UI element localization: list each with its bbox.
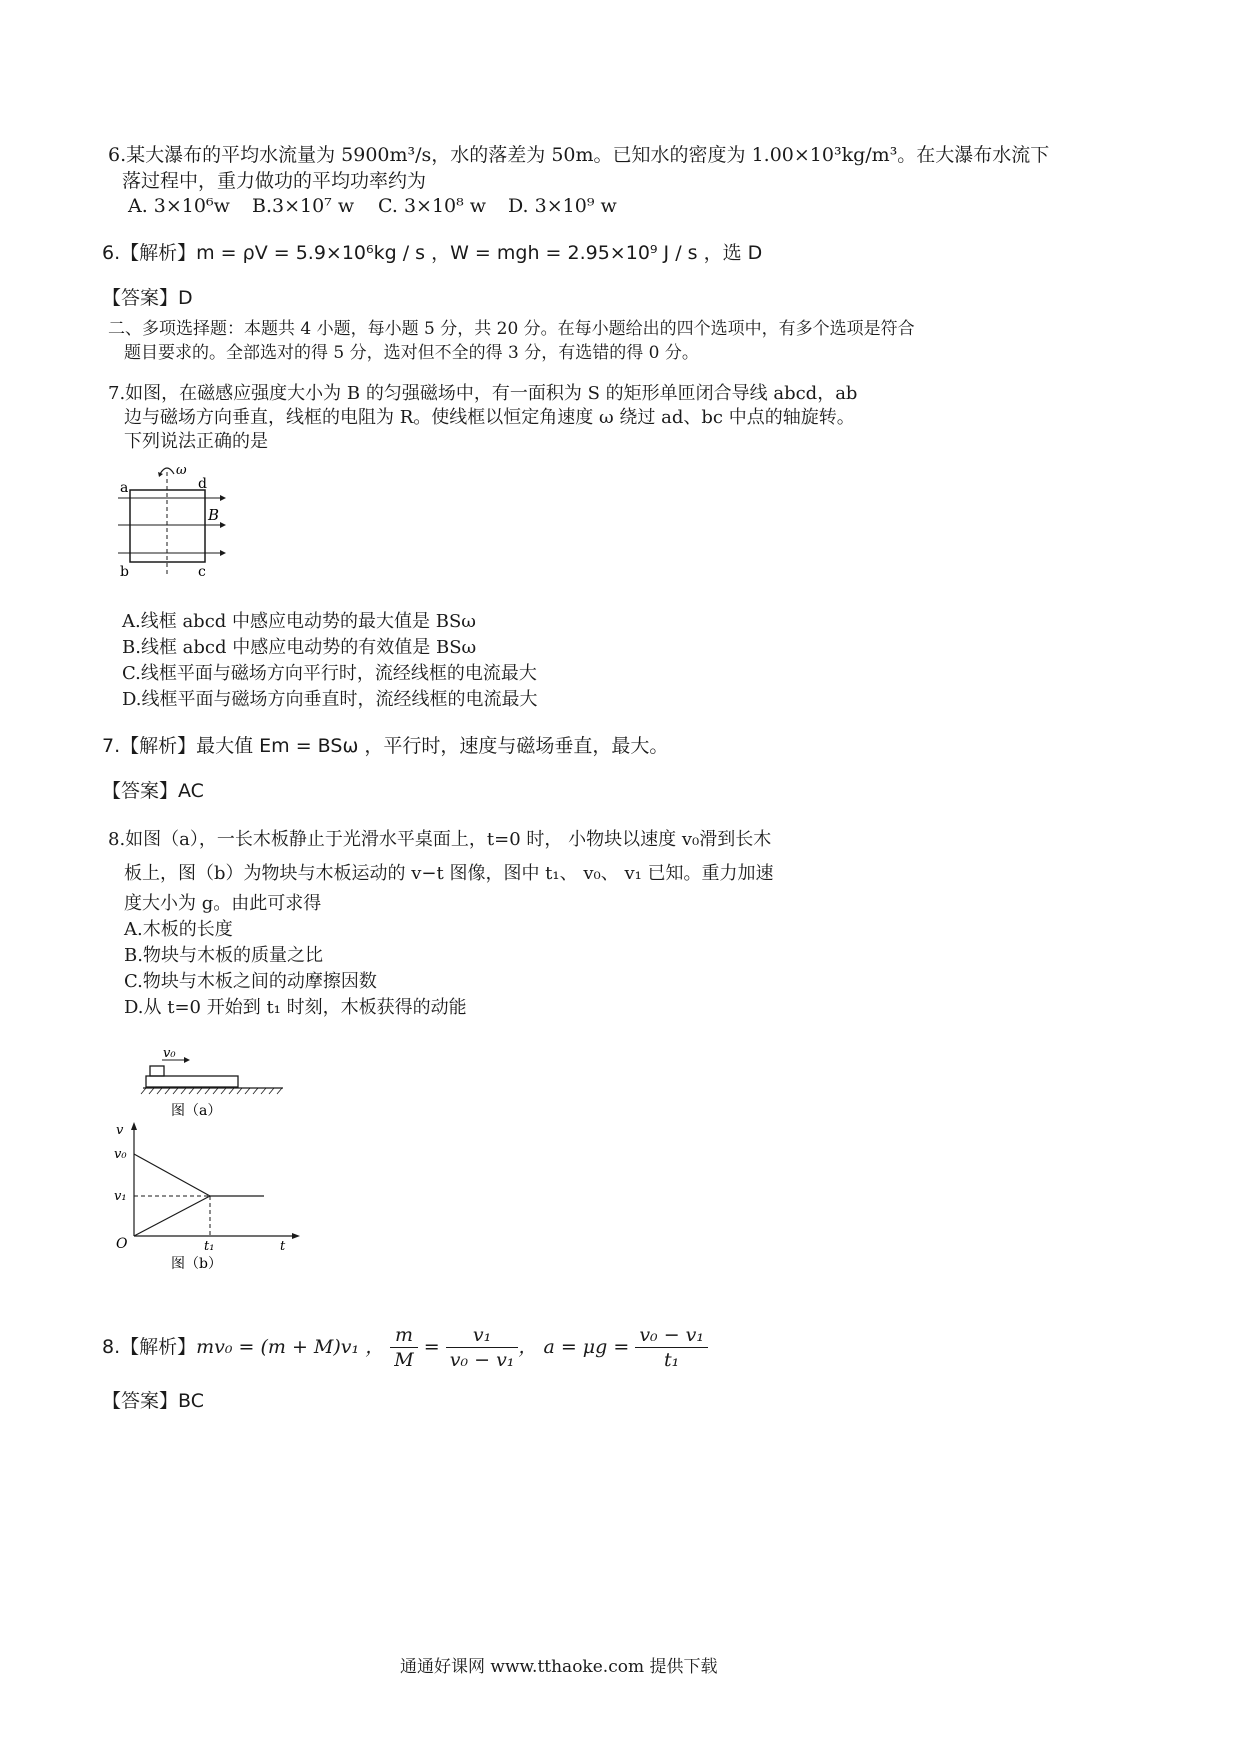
section2-heading-line1: 二、多项选择题：本题共 4 小题，每小题 5 分，共 20 分。在每小题给出的四个选项中，有多个选项是符合	[108, 319, 915, 339]
q8-analysis-acceleration-fraction: $\frac{\text{v₀ − v₁}}{\text{t₁}}$	[635, 1323, 708, 1372]
q8-label-origin: O	[116, 1236, 128, 1252]
q8-label-t-axis: t	[280, 1239, 286, 1254]
q6-stem-line2: 落过程中，重力做功的平均功率约为	[122, 170, 427, 192]
q7-option-d: D.线框平面与磁场方向垂直时，流经线框的电流最大	[122, 689, 538, 710]
q8-label-v-axis: v	[116, 1123, 124, 1138]
q7-loop-figure	[110, 458, 240, 583]
q7-stem-line2: 边与磁场方向垂直，线框的电阻为 R。使线框以恒定角速度 ω 绕过 ad、bc 中点的轴旋转。	[124, 407, 855, 428]
q8-label-v0: v₀	[114, 1147, 127, 1162]
page-footer: 通通好课网 www.tthaoke.com 提供下载	[400, 1657, 718, 1677]
q8-analysis-mass-ratio: $\frac{m}{M}$	[390, 1323, 417, 1372]
q6-option-d: D. 3×10⁹ w	[508, 195, 617, 217]
q6-analysis: 6.【解析】m = ρV = 5.9×10⁶kg / s ，W = mgh = 2.95×10⁹ J / s ，选 D	[102, 242, 763, 264]
q8-caption-a: 图（a）	[171, 1103, 222, 1119]
q7-answer: 【答案】AC	[102, 780, 204, 802]
q8-label-v0-block: v₀	[163, 1046, 176, 1061]
q8-long-board	[146, 1076, 238, 1087]
q8-label-v1: v₁	[114, 1189, 127, 1204]
q6-stem-line1: 6.某大瀑布的平均水流量为 5900m³/s，水的落差为 50m。已知水的密度为 1.00×10³kg/m³。在大瀑布水流下	[108, 144, 1050, 166]
q8-option-a: A.木板的长度	[124, 919, 233, 940]
q8-label-t1: t₁	[204, 1239, 215, 1254]
q8-option-b: B.物块与木板的质量之比	[124, 945, 323, 966]
section2-heading-line2: 题目要求的。全部选对的得 5 分，选对但不全的得 3 分，有选错的得 0 分。	[124, 343, 699, 363]
q8-analysis-prefix: 8.【解析】	[102, 1336, 197, 1358]
q8-figure	[108, 1046, 308, 1281]
q7-option-a: A.线框 abcd 中感应电动势的最大值是 BSω	[122, 611, 476, 632]
q8-stem-line2: 板上，图（b）为物块与木板运动的 v−t 图像，图中 t₁、 v₀、 v₁ 已知。重力加速	[124, 863, 774, 884]
q8-option-c: C.物块与木板之间的动摩擦因数	[124, 971, 377, 992]
q7-label-c: c	[198, 564, 206, 580]
q7-label-b: b	[120, 564, 129, 580]
q8-analysis-acceleration: ， a = μg =	[518, 1336, 636, 1358]
q6-option-b: B.3×10⁷ w	[252, 195, 355, 217]
q8-analysis	[102, 1322, 708, 1374]
q8-caption-b: 图（b）	[171, 1256, 222, 1272]
q8-analysis-velocity-ratio: $\frac{\text{v₁}}{\text{v₀ − v₁}}$	[446, 1323, 519, 1372]
q8-block-velocity-line	[134, 1154, 210, 1196]
q8-stem-line3: 度大小为 g。由此可求得	[124, 893, 322, 914]
q7-analysis: 7.【解析】最大值 Em = BSω ，平行时，速度与磁场垂直，最大。	[102, 735, 669, 757]
q8-analysis-momentum: mv₀ = (m + M)v₁ ，	[196, 1336, 385, 1358]
q8-board-velocity-line	[134, 1196, 210, 1236]
q8-table-hatching	[141, 1088, 282, 1094]
q6-answer: 【答案】D	[102, 287, 193, 309]
q8-answer: 【答案】BC	[102, 1390, 204, 1412]
q7-label-omega: ω	[176, 463, 187, 478]
q7-label-a: a	[120, 480, 129, 496]
q7-label-field-b: B	[208, 506, 220, 524]
q6-option-a: A. 3×10⁶w	[128, 195, 230, 217]
q8-option-d: D.从 t=0 开始到 t₁ 时刻，木板获得的动能	[124, 997, 467, 1018]
q7-label-d: d	[198, 476, 207, 492]
q7-stem-line3: 下列说法正确的是	[124, 431, 268, 452]
q6-option-c: C. 3×10⁸ w	[378, 195, 487, 217]
q8-stem-line1: 8.如图（a），一长木板静止于光滑水平桌面上，t=0 时， 小物块以速度 v₀滑到长木	[108, 829, 772, 850]
q8-analysis-equals: =	[417, 1336, 446, 1358]
q7-option-b: B.线框 abcd 中感应电动势的有效值是 BSω	[122, 637, 477, 658]
q7-stem-line1: 7.如图，在磁感应强度大小为 B 的匀强磁场中，有一面积为 S 的矩形单匝闭合导线 abcd，ab	[108, 383, 858, 404]
q8-small-block	[150, 1066, 164, 1076]
q7-option-c: C.线框平面与磁场方向平行时，流经线框的电流最大	[122, 663, 537, 684]
